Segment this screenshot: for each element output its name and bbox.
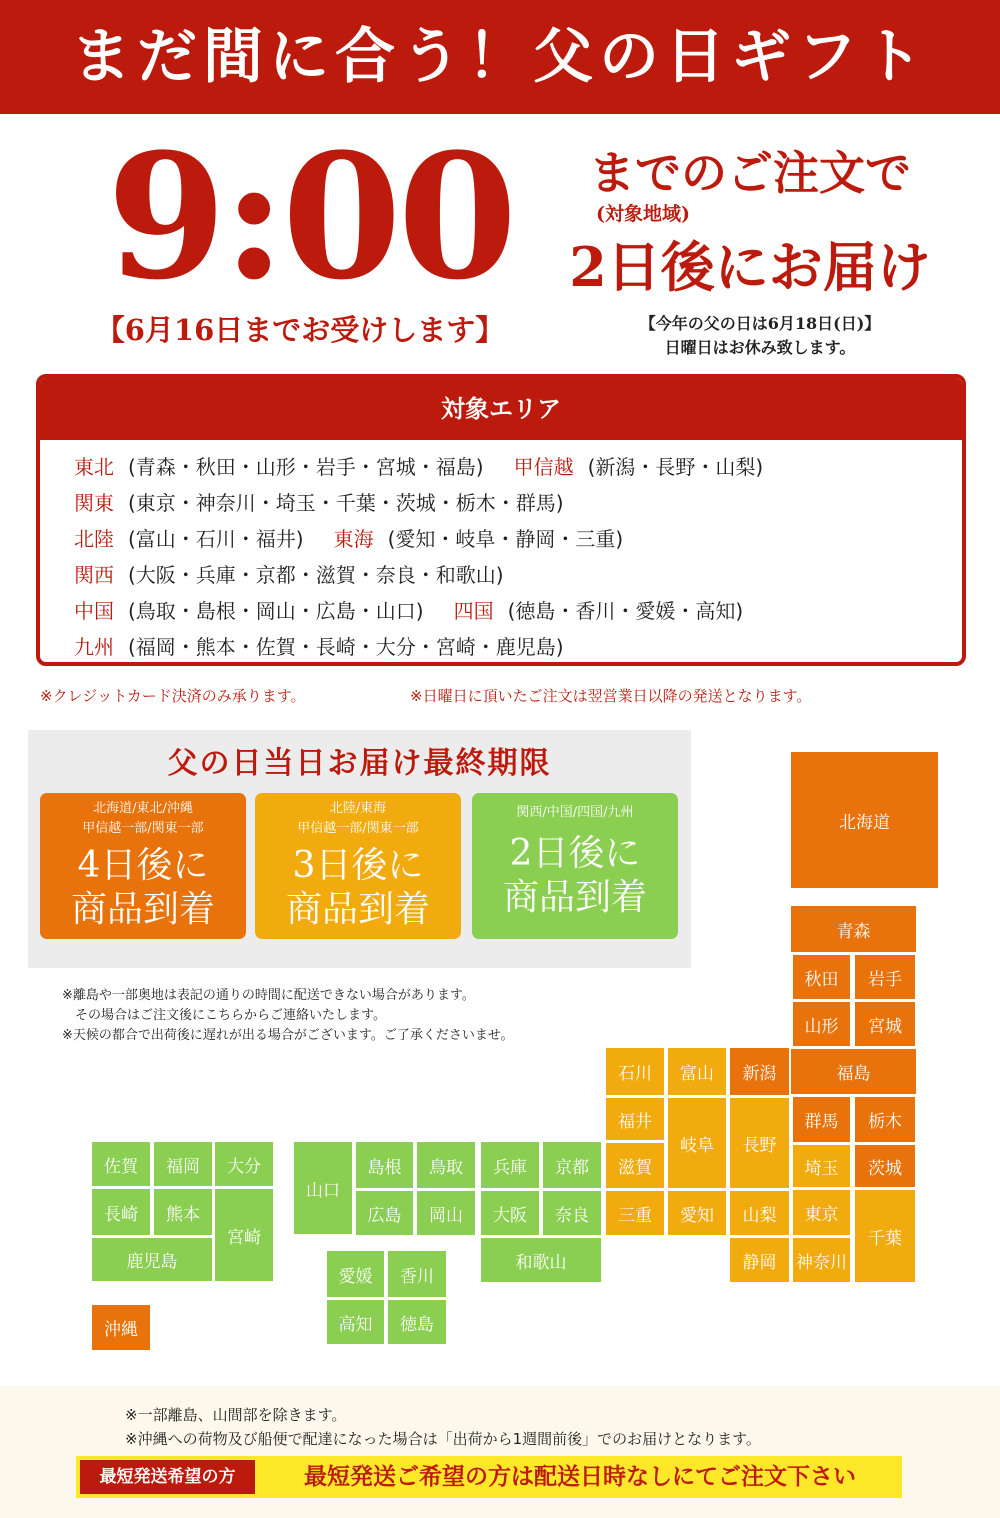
pref-cell: 島根 [356,1142,413,1188]
target-area-note: (対象地域) [596,203,690,225]
pref-cell: 千葉 [855,1190,915,1282]
region-list: (鳥取・島根・岡山・広島・山口) [128,599,424,623]
fathers-day-date: 【今年の父の日は6月18日(日)】 [639,314,881,333]
area-row [74,558,504,592]
pref-cell: 長崎 [92,1189,150,1235]
deadline-card-2days [472,793,678,939]
pref-cell: 和歌山 [481,1238,601,1282]
pref-cell: 北海道 [791,752,938,888]
card-arrival: 商品到着 [285,889,430,930]
region-name: 関西 [74,563,114,587]
region-name: 九州 [74,635,114,659]
order-line-1: までのご注文で [589,146,911,200]
card-days: 3日後に [292,845,424,886]
order-line-2: 2日後にお届け [569,235,931,299]
deadline-title: 父の日当日お届け最終期限 [167,746,552,781]
pref-cell: 岡山 [417,1191,475,1235]
region-name: 東海 [333,527,374,551]
pref-cell: 香川 [388,1251,446,1297]
card-regions: 甲信越一部/関東一部 [82,821,204,836]
pref-cell: 高知 [327,1300,384,1344]
region-name: 東北 [74,455,114,479]
region-list: (東京・神奈川・埼玉・千葉・茨城・栃木・群馬) [128,491,564,515]
footer-note: ※一部離島、山間部を除きます。 [125,1406,347,1424]
card-regions: 北陸/東海 [329,801,387,816]
area-row [74,630,564,664]
pref-cell: 広島 [356,1191,413,1235]
area-row [74,594,743,628]
credit-only-note: ※クレジットカード決済のみ承ります。 [40,687,306,705]
pref-cell: 山口 [294,1142,352,1234]
pref-cell: 宮城 [855,1002,915,1046]
sunday-closed-note: 日曜日はお休み致します。 [664,338,856,357]
pref-cell: 愛知 [668,1191,726,1235]
pref-cell: 滋賀 [606,1143,664,1188]
card-days: 2日後に [509,833,641,874]
pref-cell: 神奈川 [793,1238,850,1282]
warning-line: その場合はご注文後にこちらからご連絡いたします。 [62,1008,386,1023]
pref-cell: 青森 [791,906,916,952]
region-list: (徳島・香川・愛媛・高知) [507,599,744,623]
pref-cell: 兵庫 [481,1142,539,1188]
pref-cell: 奈良 [543,1191,601,1235]
region-name: 甲信越 [513,455,574,479]
warning-line: ※離島や一部奥地は表記の通りの時間に配送できない場合があります。 [62,988,475,1003]
target-area-title: 対象エリア [40,378,962,440]
region-list: (新潟・長野・山梨) [587,455,764,479]
pref-cell: 富山 [668,1048,726,1095]
card-regions: 関西/中国/四国/九州 [516,805,634,820]
card-days: 4日後に [77,845,209,886]
pref-cell: 大阪 [481,1191,539,1235]
pref-cell: 鹿児島 [92,1238,212,1281]
pref-cell: 佐賀 [92,1142,150,1186]
region-list: (大阪・兵庫・京都・滋賀・奈良・和歌山) [128,563,504,587]
pref-cell: 群馬 [793,1097,850,1142]
region-name: 北陸 [74,527,114,551]
warning-line: ※天候の都合で出荷後に遅れが出る場合がございます。ご了承くださいませ。 [62,1028,514,1043]
sunday-order-note: ※日曜日に頂いたご注文は翌営業日以降の発送となります。 [410,687,812,705]
pref-cell: 熊本 [154,1189,212,1235]
pref-cell: 新潟 [730,1048,789,1095]
pref-cell: 岩手 [855,955,915,999]
pref-cell: 岐阜 [668,1098,726,1188]
card-arrival: 商品到着 [502,877,647,918]
pref-cell: 茨城 [855,1145,915,1187]
pref-cell: 秋田 [793,955,850,999]
region-list: (富山・石川・福井) [128,527,304,551]
pref-cell: 埼玉 [793,1145,850,1187]
pref-cell: 京都 [543,1142,601,1188]
fastest-shipping-label: 最短発送希望の方 [80,1460,255,1494]
region-name: 関東 [74,491,114,515]
pref-cell: 石川 [606,1048,664,1095]
pref-cell: 長野 [730,1098,789,1188]
pref-cell: 徳島 [388,1300,446,1344]
region-list: (青森・秋田・山形・岩手・宮城・福島) [128,455,484,479]
pref-cell: 静岡 [730,1238,789,1282]
region-name: 中国 [74,599,114,623]
cutoff-time: 9:00 [106,115,514,318]
pref-cell: 東京 [793,1190,850,1235]
deadline-card-3days [255,793,461,939]
pref-cell: 沖縄 [92,1305,150,1350]
fastest-shipping-message: 最短発送ご希望の方は配送日時なしにてご注文下さい [304,1464,856,1490]
pref-cell: 栃木 [855,1097,915,1142]
pref-cell: 山梨 [730,1191,789,1235]
card-regions: 北海道/東北/沖縄 [93,801,193,816]
pref-cell: 福島 [791,1049,916,1094]
pref-cell: 愛媛 [327,1251,384,1297]
area-row [74,486,564,520]
area-row [74,522,623,556]
area-row [74,450,763,484]
footer-note: ※沖縄への荷物及び船便で配達になった場合は「出荷から1週間前後」でのお届けとなります。 [125,1430,761,1448]
pref-cell: 宮崎 [215,1189,273,1281]
pref-cell: 三重 [606,1191,664,1235]
accept-until: 【6月16日までお受けします】 [95,313,505,347]
page-title: まだ間に合う！父の日ギフト [71,22,929,92]
card-arrival: 商品到着 [70,889,215,930]
pref-cell: 山形 [793,1002,850,1046]
target-area-box [36,374,966,666]
pref-cell: 福井 [606,1098,664,1140]
card-regions: 甲信越一部/関東一部 [297,821,419,836]
pref-cell: 福岡 [154,1142,212,1186]
region-list: (愛知・岐阜・静岡・三重) [387,527,624,551]
pref-cell: 大分 [215,1142,273,1186]
pref-cell: 鳥取 [417,1142,475,1188]
region-list: (福岡・熊本・佐賀・長崎・大分・宮崎・鹿児島) [128,635,564,659]
deadline-card-4days [40,793,246,939]
region-name: 四国 [453,599,494,623]
